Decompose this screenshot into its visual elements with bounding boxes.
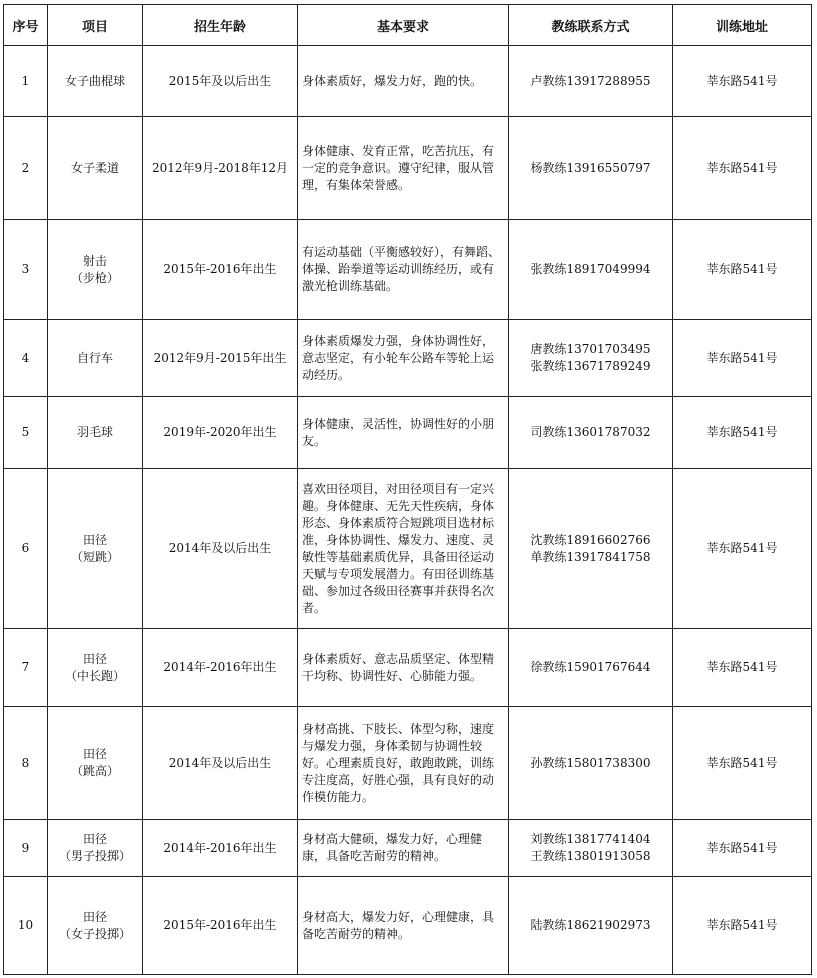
cell-address: 莘东路541号 [673, 320, 812, 397]
project-name: 女子柔道 [70, 160, 119, 175]
project-name: 女子曲棍球 [64, 73, 125, 88]
coach-contact: 单教练13917841758 [530, 549, 651, 564]
cell-age: 2014年-2016年出生 [143, 629, 298, 707]
coach-contact: 孙教练15801738300 [530, 755, 651, 770]
cell-address: 莘东路541号 [673, 469, 812, 629]
table-row [4, 46, 812, 117]
cell-age: 2015年-2016年出生 [143, 220, 298, 320]
cell-coach [509, 220, 673, 320]
cell-age: 2012年9月-2015年出生 [143, 320, 298, 397]
cell-coach [509, 46, 673, 117]
project-subtitle: （中长跑） [64, 668, 125, 683]
cell-project [48, 46, 143, 117]
project-subtitle: （女子投掷） [58, 926, 131, 941]
coach-contact: 陆教练18621902973 [530, 918, 651, 932]
coach-contact: 张教练18917049994 [530, 262, 651, 276]
cell-serial: 9 [4, 820, 48, 877]
cell-address: 莘东路541号 [673, 46, 812, 117]
cell-requirements: 身材高大健硕，爆发力好，心理健康，具备吃苦耐劳的精神。 [298, 820, 509, 877]
table-row [4, 707, 812, 820]
project-name: 田径 [82, 747, 107, 761]
cell-project [48, 397, 143, 469]
cell-coach [509, 629, 673, 707]
cell-requirements: 身体素质好、意志品质坚定、体型精干均称、协调性好、心肺能力强。 [298, 629, 509, 707]
cell-address: 莘东路541号 [673, 820, 812, 877]
cell-coach [509, 469, 673, 629]
cell-coach [509, 117, 673, 220]
cell-age: 2014年及以后出生 [143, 469, 298, 629]
project-subtitle: （短跳） [70, 549, 119, 564]
cell-requirements: 喜欢田径项目，对田径项目有一定兴趣。身体健康、无先天性疾病，身体形态、身体素质符合短跳项目选材标准，身体协调性、爆发力、速度、灵敏性等基础素质优异，具备田径运动天赋与专项发展潜力。有田径训练基础、参加过各级田径赛事并获得名次者。 [298, 469, 509, 629]
cell-requirements: 身体健康，灵活性，协调性好的小朋友。 [298, 397, 509, 469]
table-row [4, 397, 812, 469]
coach-contact: 沈教练18916602766 [530, 532, 651, 547]
cell-coach [509, 320, 673, 397]
coach-contact: 唐教练13701703495 [530, 342, 651, 356]
coach-contact: 王教练13801913058 [530, 849, 651, 863]
cell-serial: 10 [4, 877, 48, 975]
cell-coach [509, 707, 673, 820]
table-row [4, 117, 812, 220]
table-row [4, 320, 812, 397]
cell-requirements: 有运动基础（平衡感较好），有舞蹈、体操、跆拳道等运动训练经历，或有激光枪训练基础。 [298, 220, 509, 320]
cell-serial: 6 [4, 469, 48, 629]
header-coach-contact: 教练联系方式 [509, 5, 673, 46]
cell-age: 2014年及以后出生 [143, 707, 298, 820]
header-age: 招生年龄 [143, 5, 298, 46]
recruitment-table [3, 4, 812, 975]
cell-serial: 7 [4, 629, 48, 707]
project-name: 田径 [82, 651, 107, 666]
project-subtitle: （男子投掷） [58, 849, 131, 863]
cell-requirements: 身体素质爆发力强，身体协调性好，意志坚定，有小轮车公路车等轮上运动经历。 [298, 320, 509, 397]
cell-project [48, 877, 143, 975]
cell-age: 2019年-2020年出生 [143, 397, 298, 469]
header-requirements: 基本要求 [298, 5, 509, 46]
table-row [4, 877, 812, 975]
project-name: 自行车 [76, 350, 113, 365]
cell-project [48, 320, 143, 397]
cell-address: 莘东路541号 [673, 629, 812, 707]
cell-requirements: 身体素质好，爆发力好，跑的快。 [298, 46, 509, 117]
cell-serial: 4 [4, 320, 48, 397]
cell-requirements: 身体健康、发育正常，吃苦抗压，有一定的竞争意识。遵守纪律，服从管理，有集体荣誉感。 [298, 117, 509, 220]
header-project: 项目 [48, 5, 143, 46]
cell-requirements: 身材高挑、下肢长、体型匀称，速度与爆发力强，身体柔韧与协调性较好。心理素质良好，敢跑敢跳，训练专注度高，好胜心强，具有良好的动作模仿能力。 [298, 707, 509, 820]
cell-coach [509, 877, 673, 975]
cell-project [48, 820, 143, 877]
cell-address: 莘东路541号 [673, 220, 812, 320]
coach-contact: 徐教练15901767644 [530, 660, 651, 674]
table-row [4, 629, 812, 707]
cell-project [48, 117, 143, 220]
cell-requirements: 身材高大，爆发力好，心理健康，具备吃苦耐劳的精神。 [298, 877, 509, 975]
cell-project [48, 629, 143, 707]
table-header-row [4, 5, 812, 46]
cell-address: 莘东路541号 [673, 877, 812, 975]
table-row [4, 220, 812, 320]
cell-age: 2015年-2016年出生 [143, 877, 298, 975]
coach-contact: 杨教练13916550797 [530, 160, 651, 175]
cell-coach [509, 397, 673, 469]
table-row [4, 820, 812, 877]
header-address: 训练地址 [673, 5, 812, 46]
cell-address: 莘东路541号 [673, 707, 812, 820]
project-name: 田径 [82, 532, 107, 547]
cell-age: 2012年9月-2018年12月 [143, 117, 298, 220]
project-subtitle: （跳高） [70, 764, 119, 778]
header-serial: 序号 [4, 5, 48, 46]
cell-project [48, 707, 143, 820]
cell-project [48, 220, 143, 320]
coach-contact: 刘教练13817741404 [530, 832, 651, 846]
cell-age: 2014年-2016年出生 [143, 820, 298, 877]
cell-age: 2015年及以后出生 [143, 46, 298, 117]
cell-serial: 5 [4, 397, 48, 469]
cell-serial: 8 [4, 707, 48, 820]
project-name: 田径 [82, 832, 107, 846]
coach-contact: 张教练13671789249 [530, 359, 651, 373]
cell-coach [509, 820, 673, 877]
cell-serial: 2 [4, 117, 48, 220]
project-subtitle: （步枪） [70, 270, 119, 285]
coach-contact: 卢教练13917288955 [530, 73, 651, 88]
table-row [4, 469, 812, 629]
project-name: 田径 [82, 909, 107, 924]
cell-address: 莘东路541号 [673, 397, 812, 469]
cell-project [48, 469, 143, 629]
coach-contact: 司教练13601787032 [530, 425, 651, 439]
cell-serial: 3 [4, 220, 48, 320]
cell-address: 莘东路541号 [673, 117, 812, 220]
project-name: 羽毛球 [76, 425, 113, 439]
project-name: 射击 [82, 253, 107, 268]
cell-serial: 1 [4, 46, 48, 117]
